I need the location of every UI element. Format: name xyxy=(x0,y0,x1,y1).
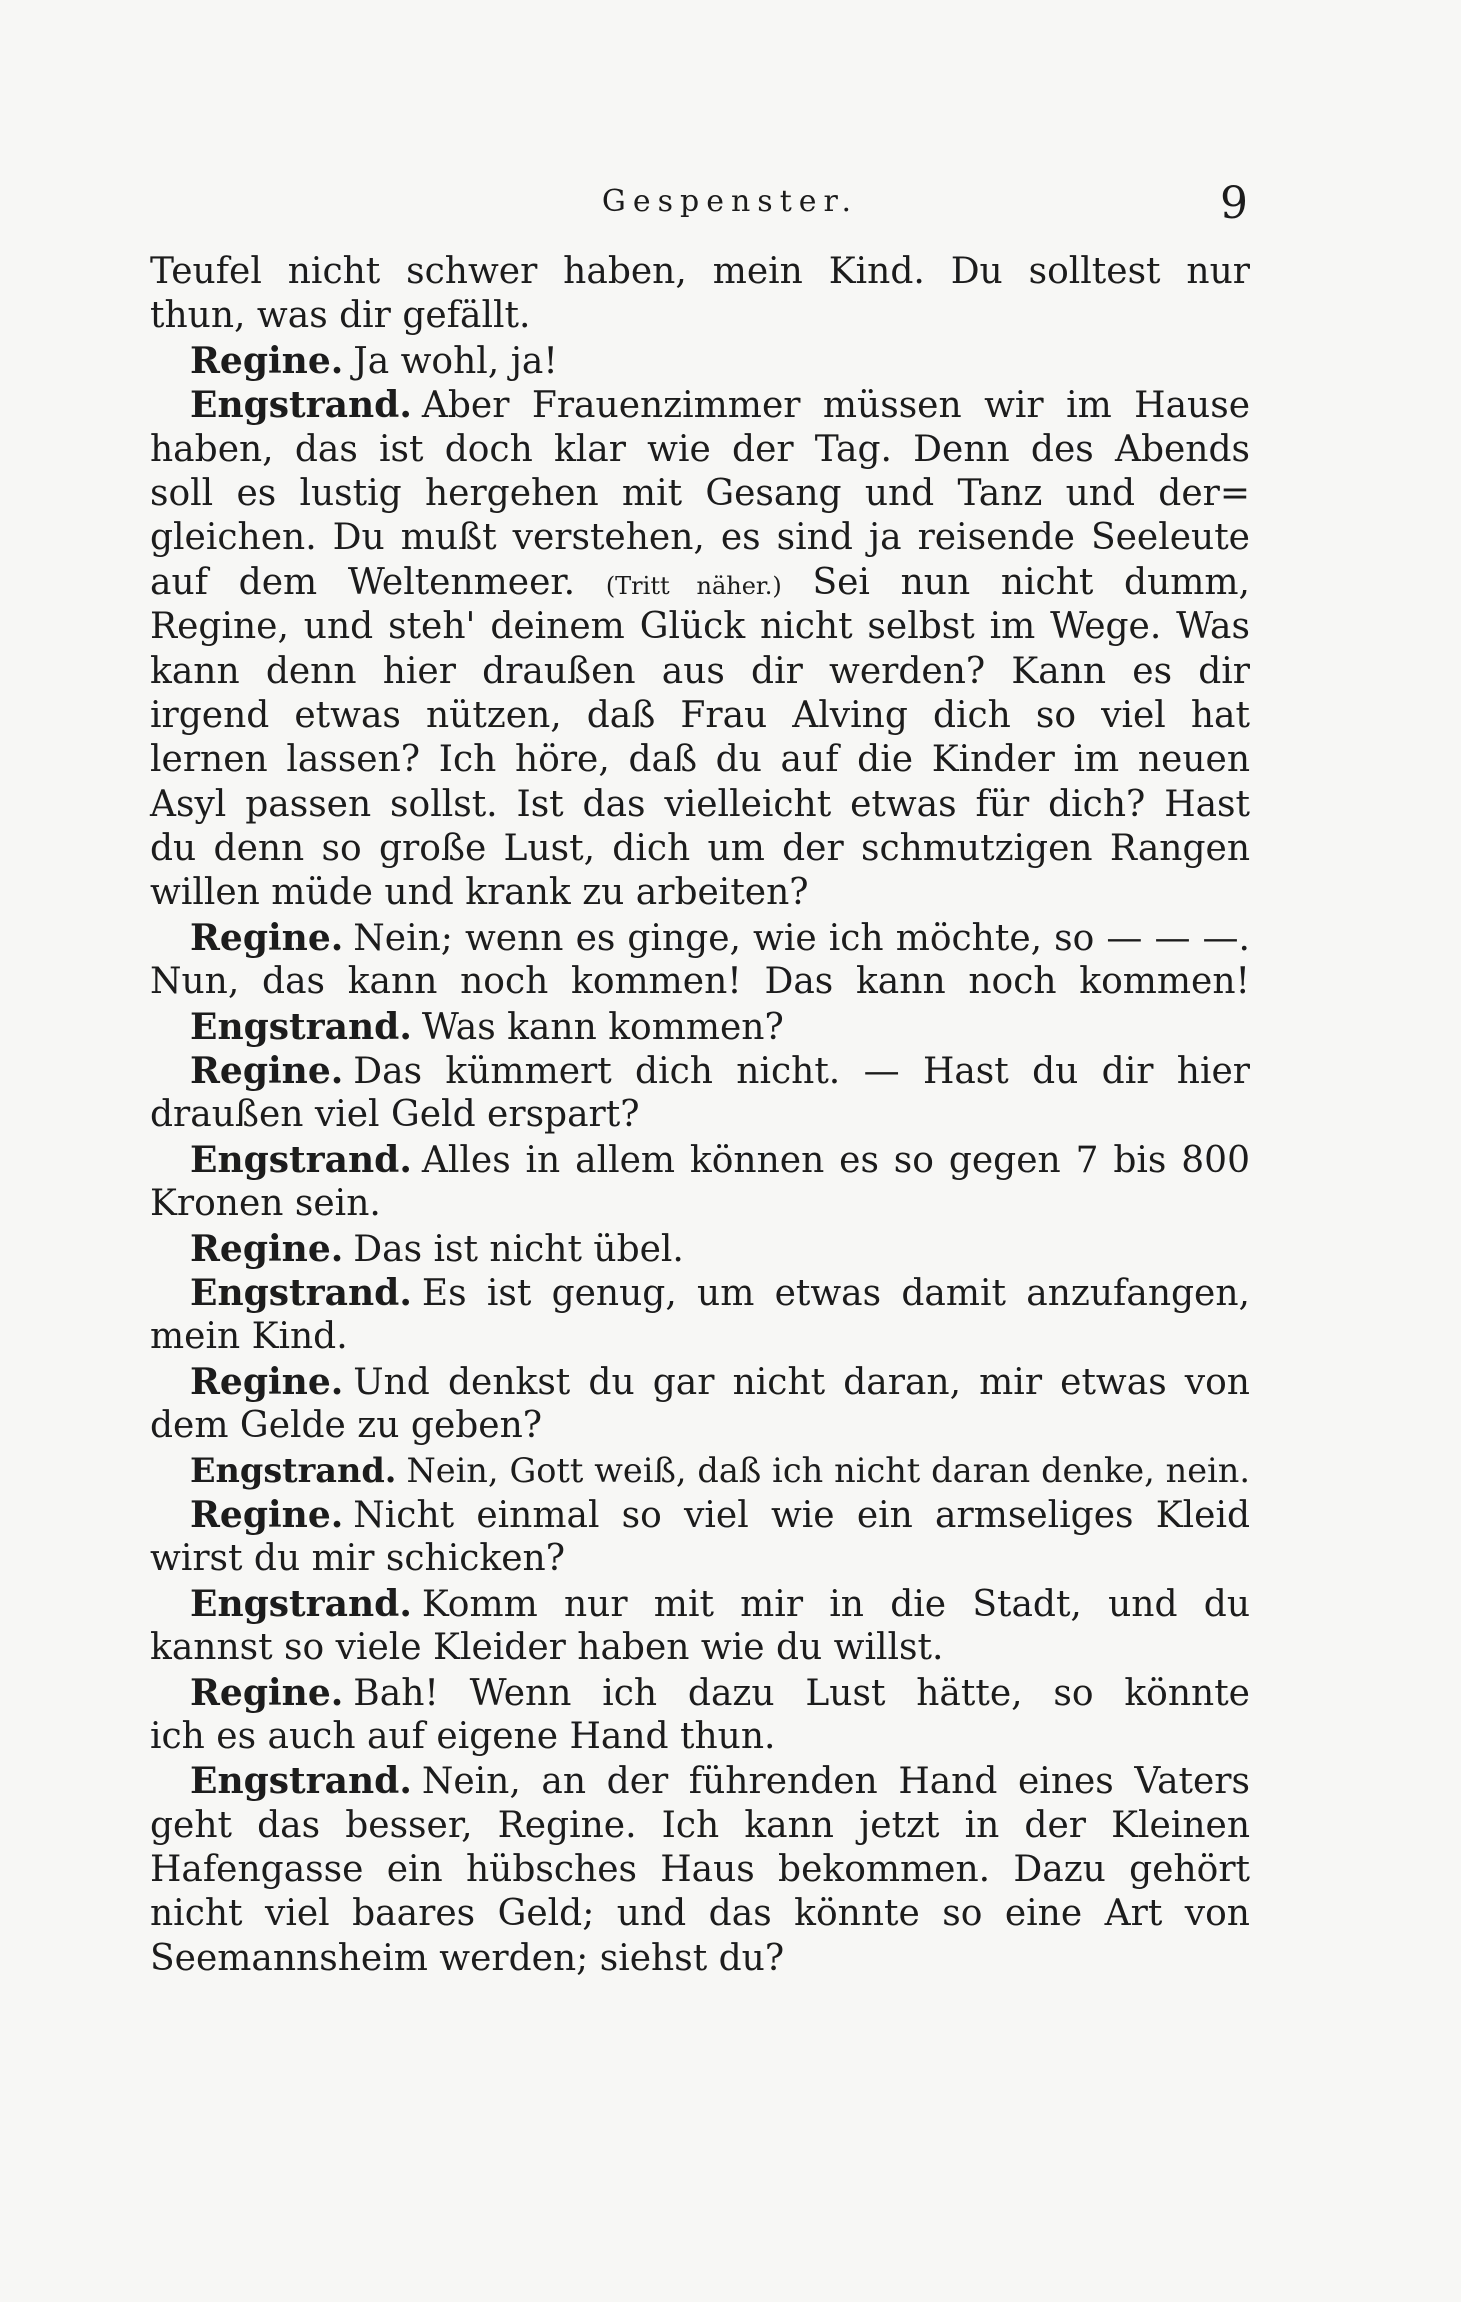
line-text: nicht viel baares Geld; und das könnte so eine Art von xyxy=(150,1893,1250,1935)
line-text: auf dem Weltenmeer. xyxy=(150,561,576,603)
line-text: Bah! Wenn ich dazu Lust hätte, so könnte xyxy=(353,1672,1250,1714)
line-text: willen müde und krank zu arbeiten? xyxy=(150,872,809,914)
text-line xyxy=(150,738,1250,782)
text-line xyxy=(150,783,1250,827)
speaker-name: Engstrand. xyxy=(190,384,412,427)
line-text: du denn so große Lust, dich um der schmutzigen Rangen xyxy=(150,828,1250,870)
text-line xyxy=(150,694,1250,738)
text-line xyxy=(150,472,1250,516)
speaker-name: Regine. xyxy=(190,916,344,959)
text-line xyxy=(150,605,1250,649)
line-text: wirst du mir schicken? xyxy=(150,1538,566,1580)
text-line xyxy=(150,1315,1250,1359)
text-line xyxy=(150,1715,1250,1759)
text-line xyxy=(150,1537,1250,1581)
speaker-name: Regine. xyxy=(190,1671,344,1714)
line-text: Nun, das kann noch kommen! Das kann noch kommen! xyxy=(150,961,1250,1003)
page-text xyxy=(150,250,1250,1981)
line-text: gleichen. Du mußt verstehen, es sind ja reisende Seeleute xyxy=(150,517,1250,559)
speaker-name: Engstrand. xyxy=(190,1760,412,1803)
dialogue-line xyxy=(150,383,1250,427)
line-text: Ja wohl, ja! xyxy=(353,340,558,382)
text-line xyxy=(150,1404,1250,1448)
speaker-name: Regine. xyxy=(190,1227,344,1270)
text-line xyxy=(150,1626,1250,1670)
text-line xyxy=(150,871,1250,915)
line-text: Das kümmert dich nicht. — Hast du dir hier xyxy=(353,1051,1250,1093)
dialogue-line xyxy=(150,1271,1250,1315)
text-line xyxy=(150,561,1250,605)
line-text: haben, das ist doch klar wie der Tag. Denn des Abends xyxy=(150,428,1250,470)
line-text: thun, was dir gefällt. xyxy=(150,295,531,337)
text-line xyxy=(150,428,1250,472)
text-line xyxy=(150,1848,1250,1892)
line-text: Aber Frauenzimmer müssen wir im Hause xyxy=(421,385,1250,427)
stage-direction: (Tritt näher.) xyxy=(605,571,782,600)
dialogue-line xyxy=(150,1759,1250,1803)
line-text: draußen viel Geld erspart? xyxy=(150,1094,640,1136)
line-text: Nein, an der führenden Hand eines Vaters xyxy=(421,1761,1250,1803)
line-text: lernen lassen? Ich höre, daß du auf die Kinder im neuen xyxy=(150,739,1250,781)
book-page xyxy=(150,0,1250,2302)
line-text: Hafengasse ein hübsches Haus bekommen. Dazu gehört xyxy=(150,1849,1250,1891)
speaker-name: Regine. xyxy=(190,339,344,382)
line-text: mein Kind. xyxy=(150,1316,348,1358)
dialogue-line xyxy=(150,1671,1250,1715)
speaker-name: Regine. xyxy=(190,1360,344,1403)
dialogue-line xyxy=(150,916,1250,960)
text-line xyxy=(150,650,1250,694)
dialogue-line xyxy=(150,1049,1250,1093)
dialogue-line xyxy=(150,1493,1250,1537)
speaker-name: Engstrand. xyxy=(190,1450,397,1490)
text-line xyxy=(150,1093,1250,1137)
line-text: Es ist genug, um etwas damit anzufangen, xyxy=(421,1272,1250,1314)
dialogue-line xyxy=(150,1582,1250,1626)
line-text: dem Gelde zu geben? xyxy=(150,1405,543,1447)
line-text: Und denkst du gar nicht daran, mir etwas von xyxy=(353,1361,1250,1403)
line-text: Komm nur mit mir in die Stadt, und du xyxy=(421,1583,1250,1625)
page-number: 9 xyxy=(1220,178,1248,229)
speaker-name: Engstrand. xyxy=(190,1138,412,1181)
speaker-name: Engstrand. xyxy=(190,1005,412,1048)
dialogue-line xyxy=(150,1227,1250,1271)
text-line xyxy=(150,1892,1250,1936)
line-text-continued: Sei nun nicht dumm, xyxy=(812,561,1250,603)
page-header xyxy=(150,178,1250,238)
speaker-name: Engstrand. xyxy=(190,1582,412,1625)
speaker-name: Regine. xyxy=(190,1493,344,1536)
line-text: kann denn hier draußen aus dir werden? Kann es dir xyxy=(150,650,1250,692)
text-line xyxy=(150,250,1250,294)
speaker-name: Engstrand. xyxy=(190,1271,412,1314)
line-text: Nein, Gott weiß, daß ich nicht daran denke, nein. xyxy=(406,1450,1250,1490)
running-title: Gespenster. xyxy=(601,184,859,219)
line-text: geht das besser, Regine. Ich kann jetzt in der Kleinen xyxy=(150,1804,1250,1846)
text-line xyxy=(150,960,1250,1004)
dialogue-line xyxy=(150,1005,1250,1049)
dialogue-line xyxy=(150,339,1250,383)
line-text: Asyl passen sollst. Ist das vielleicht etwas für dich? Hast xyxy=(150,783,1250,825)
line-text: irgend etwas nützen, daß Frau Alving dich so viel hat xyxy=(150,694,1250,736)
line-text: Das ist nicht übel. xyxy=(353,1228,684,1270)
dialogue-line xyxy=(150,1449,1250,1493)
line-text: Teufel nicht schwer haben, mein Kind. Du solltest nur xyxy=(150,251,1250,292)
dialogue-line xyxy=(150,1138,1250,1182)
line-text: Seemannsheim werden; siehst du? xyxy=(150,1937,785,1979)
line-text: Nein; wenn es ginge, wie ich möchte, so — — —. xyxy=(353,917,1250,959)
dialogue-line xyxy=(150,1360,1250,1404)
line-text: Kronen sein. xyxy=(150,1183,381,1225)
line-text: Alles in allem können es so gegen 7 bis 800 xyxy=(421,1139,1250,1181)
text-line xyxy=(150,516,1250,560)
speaker-name: Regine. xyxy=(190,1050,344,1093)
line-text: Nicht einmal so viel wie ein armseliges Kleid xyxy=(353,1494,1250,1536)
line-text: Regine, und steh' deinem Glück nicht selbst im Wege. Was xyxy=(150,606,1250,648)
line-text: soll es lustig hergehen mit Gesang und Tanz und der= xyxy=(150,472,1250,514)
text-line xyxy=(150,827,1250,871)
line-text: ich es auch auf eigene Hand thun. xyxy=(150,1715,776,1757)
text-line xyxy=(150,1182,1250,1226)
line-text: Was kann kommen? xyxy=(421,1006,784,1048)
line-text: kannst so viele Kleider haben wie du willst. xyxy=(150,1627,944,1669)
text-line xyxy=(150,294,1250,338)
text-line xyxy=(150,1937,1250,1981)
text-line xyxy=(150,1804,1250,1848)
